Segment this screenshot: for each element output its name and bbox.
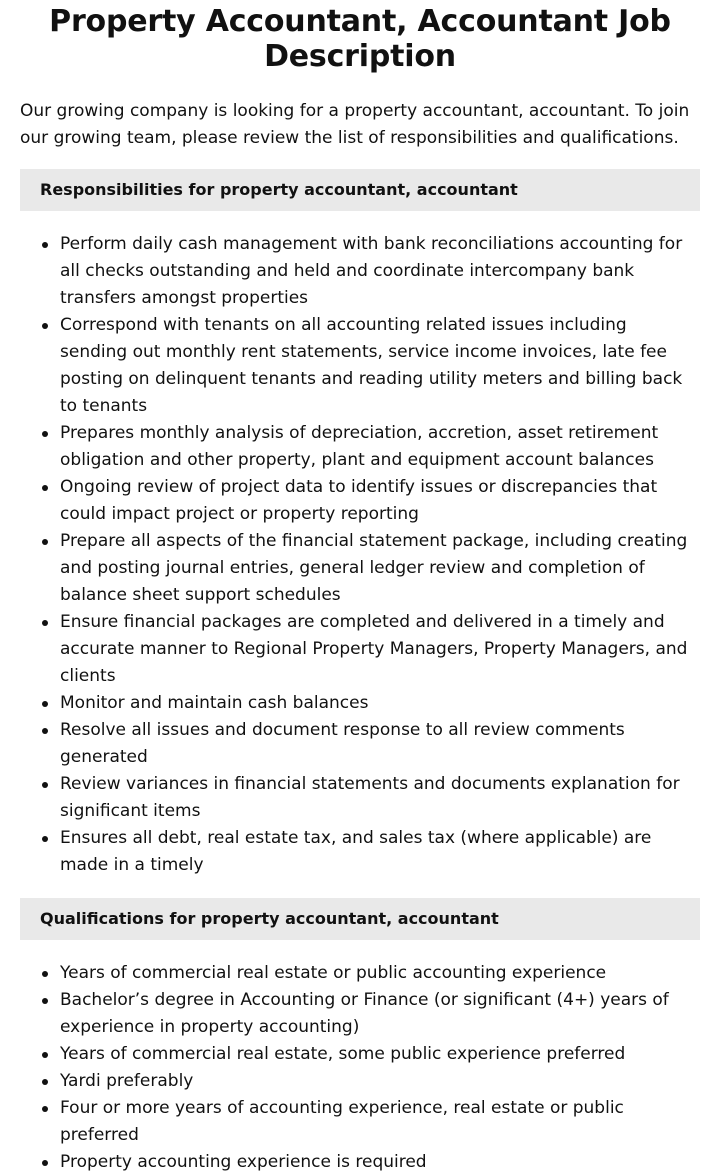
list-item: Correspond with tenants on all accounting related issues including sending out monthly rent statements, service income invoices, late fee posting on delinquent tenants and reading utility meters and billing back to tenants (60, 312, 700, 420)
qualifications-heading: Qualifications for property accountant, accountant (20, 898, 700, 940)
responsibilities-list (20, 231, 700, 879)
list-item: Bachelor’s degree in Accounting or Finance (or significant (4+) years of experience in property accounting) (60, 987, 700, 1041)
list-item: Prepares monthly analysis of depreciation, accretion, asset retirement obligation and other property, plant and equipment account balances (60, 420, 700, 474)
list-item: Yardi preferably (60, 1068, 700, 1095)
list-item: Review variances in financial statements and documents explanation for significant items (60, 771, 700, 825)
list-item: Monitor and maintain cash balances (60, 690, 700, 717)
page-title: Property Accountant, Accountant Job Description (49, 4, 671, 74)
responsibilities-heading: Responsibilities for property accountant, accountant (20, 169, 700, 211)
list-item: Perform daily cash management with bank reconciliations accounting for all checks outstanding and held and coordinate intercompany bank transfers amongst properties (60, 231, 700, 312)
intro-paragraph: Our growing company is looking for a property accountant, accountant. To join our growing team, please review the list of responsibilities and qualifications. (20, 101, 690, 148)
list-item: Ensures all debt, real estate tax, and sales tax (where applicable) are made in a timely (60, 825, 700, 879)
job-description-page (0, 4, 720, 1176)
list-item: Ensure financial packages are completed and delivered in a timely and accurate manner to Regional Property Managers, Property Managers, and clients (60, 609, 700, 690)
list-item: Ongoing review of project data to identify issues or discrepancies that could impact project or property reporting (60, 474, 700, 528)
list-item: Years of commercial real estate, some public experience preferred (60, 1041, 700, 1068)
list-item: Years of commercial real estate or public accounting experience (60, 960, 700, 987)
list-item: Property accounting experience is required (60, 1149, 700, 1176)
list-item: Four or more years of accounting experience, real estate or public preferred (60, 1095, 700, 1149)
list-item: Resolve all issues and document response to all review comments generated (60, 717, 700, 771)
qualifications-list (20, 960, 700, 1176)
list-item: Prepare all aspects of the financial statement package, including creating and posting journal entries, general ledger review and completion of balance sheet support schedules (60, 528, 700, 609)
